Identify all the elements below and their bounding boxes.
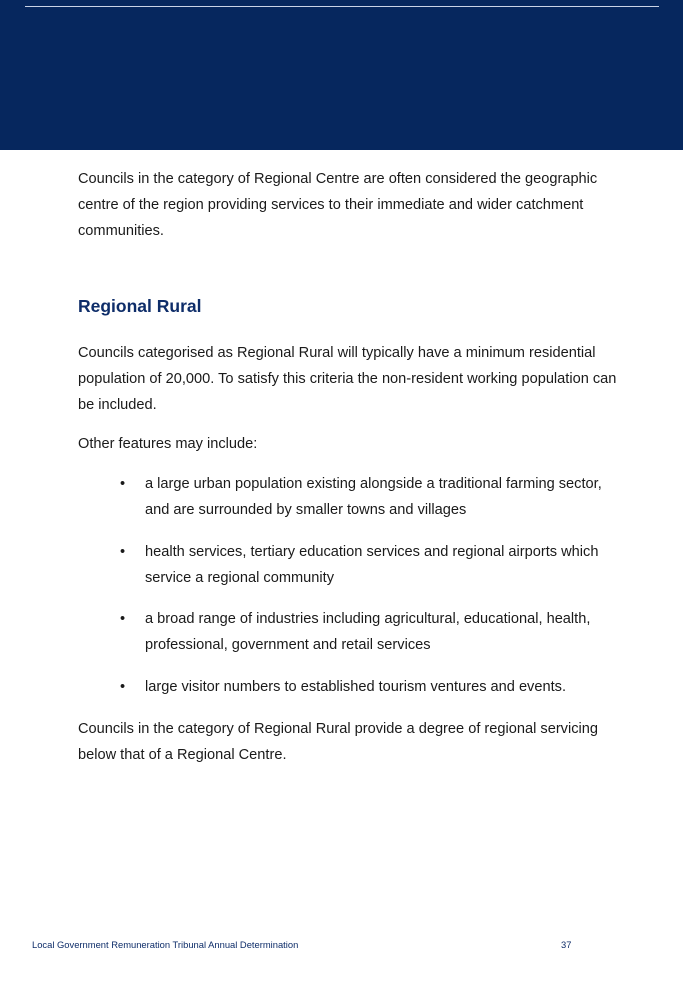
footer-title: Local Government Remuneration Tribunal Annual Determination — [32, 939, 299, 950]
header-rule — [25, 6, 659, 7]
closing-paragraph: Councils in the category of Regional Rural provide a degree of regional servicing below that of a Regional Centre. — [78, 720, 598, 763]
bullet-icon: • — [120, 543, 126, 560]
list-item — [78, 675, 623, 701]
list-item-text: health services, tertiary education services and regional airports which service a regional community — [145, 543, 599, 586]
section-body — [78, 341, 623, 782]
intro-paragraph: Councils in the category of Regional Centre are often considered the geographic centre of the region providing services to their immediate and wider catchment communities. — [78, 171, 598, 239]
list-item-text: a large urban population existing alongside a traditional farming sector, and are surrounded by smaller towns and villages — [145, 476, 602, 518]
bullet-icon: • — [120, 611, 126, 628]
bullet-icon: • — [120, 678, 126, 695]
list-item — [78, 607, 623, 659]
section-paragraph-1: Councils categorised as Regional Rural will typically have a minimum residential population of 20,000. To satisfy this criteria the non-resident working population can be included. — [78, 345, 617, 413]
header-band — [0, 0, 683, 150]
page-number: 37 — [561, 939, 572, 950]
list-item — [78, 540, 623, 592]
features-list — [78, 472, 623, 701]
section-heading: Regional Rural — [78, 296, 202, 316]
page-content — [78, 167, 623, 763]
list-item — [78, 472, 623, 524]
section-paragraph-2: Other features may include: — [78, 436, 258, 453]
list-item-text: a broad range of industries including agricultural, educational, health, professional, government and retail services — [145, 611, 591, 654]
bullet-icon: • — [120, 476, 126, 493]
list-item-text: large visitor numbers to established tourism ventures and events. — [145, 678, 566, 695]
